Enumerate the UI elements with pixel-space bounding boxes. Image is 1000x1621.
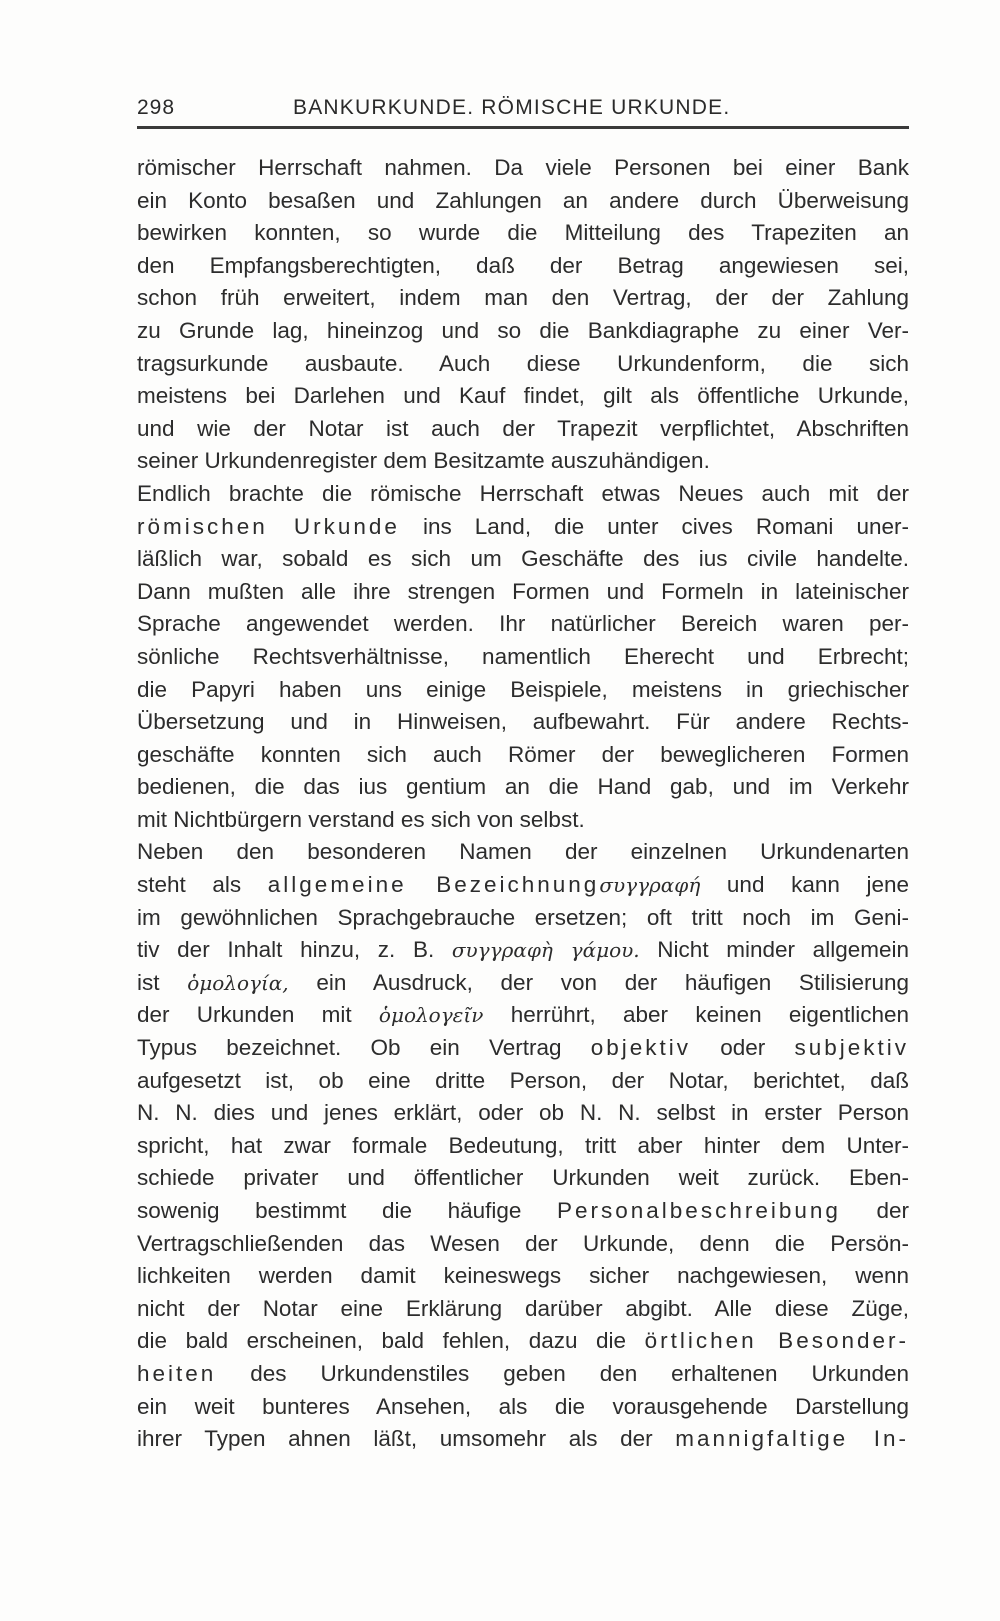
body-text: [137, 152, 909, 1456]
text-line: [137, 445, 909, 478]
text-run: ein Konto besaßen und Zahlungen an andere durch Überweisung: [137, 187, 909, 213]
text-run: der: [840, 1198, 909, 1223]
text-line: [137, 413, 909, 446]
text-line: [137, 217, 909, 250]
text-line: [137, 1130, 909, 1163]
text-line: [137, 771, 909, 804]
text-line: [137, 869, 909, 902]
text-line: [137, 706, 909, 739]
text-line: [137, 641, 909, 674]
text-run: bewirken konnten, so wurde die Mitteilung des Trapeziten an: [137, 220, 909, 246]
text-line: [137, 348, 909, 381]
text-line: [137, 1195, 909, 1228]
greek-term: συγγραφὴ γάμου.: [451, 938, 640, 963]
spaced-emphasis: objektiv: [590, 1035, 692, 1061]
text-line: [137, 804, 909, 837]
text-run: seiner Urkundenregister dem Besitzamte auszuhändigen.: [137, 448, 710, 474]
spaced-emphasis: örtlichen Besonder-: [644, 1328, 909, 1354]
text-line: [137, 543, 909, 576]
text-line: [137, 739, 909, 772]
text-run: oder: [691, 1035, 795, 1061]
text-run: Nicht minder allgemein: [639, 937, 909, 963]
text-line: [137, 934, 909, 967]
text-line: [137, 1032, 909, 1065]
header-rule: [137, 126, 909, 129]
text-run: mit Nichtbürgern verstand es sich von selbst.: [137, 806, 585, 832]
text-run: schon früh erweitert, indem man den Vertrag, der der Zahlung: [137, 285, 909, 311]
text-line: [137, 1260, 909, 1293]
text-run: lichkeiten werden damit keineswegs sicher nachgewiesen, wenn: [137, 1263, 909, 1289]
page-header: [137, 92, 909, 128]
text-run: bedienen, die das ius gentium an die Hand gab, und im Verkehr: [137, 774, 909, 800]
text-run: ist: [137, 969, 188, 995]
text-run: ins Land, die unter cives Romani uner-: [399, 513, 909, 539]
text-line: [137, 836, 909, 869]
text-line: [137, 380, 909, 413]
text-run: steht als: [137, 872, 268, 898]
text-run: der Urkunden mit: [137, 1002, 379, 1028]
text-run: ein Ausdruck, der von der häufigen Stilisierung: [288, 969, 909, 995]
spaced-emphasis: allgemeine Bezeichnung: [267, 872, 600, 898]
text-run: Übersetzung und in Hinweisen, aufbewahrt. Für andere Rechts-: [137, 709, 909, 735]
text-run: im gewöhnlichen Sprachgebrauche ersetzen; oft tritt noch im Geni-: [137, 904, 909, 930]
text-line: [137, 967, 909, 1000]
text-line: [137, 608, 909, 641]
text-run: herrührt, aber keinen eigentlichen: [483, 1002, 909, 1028]
text-run: Neben den besonderen Namen der einzelnen Urkundenarten: [137, 839, 909, 865]
text-run: ihrer Typen ahnen läßt, umsomehr als der: [137, 1426, 676, 1452]
text-run: tiv der Inhalt hinzu, z. B.: [137, 937, 452, 963]
spaced-emphasis: subjektiv: [794, 1035, 909, 1061]
text-run: die bald erscheinen, bald fehlen, dazu die: [137, 1328, 645, 1354]
text-line: [137, 1228, 909, 1261]
text-line: [137, 282, 909, 315]
text-run: geschäfte konnten sich auch Römer der beweglicheren Formen: [137, 741, 909, 767]
text-run: und kann jene: [700, 872, 910, 898]
spaced-emphasis: mannigfaltige In-: [675, 1426, 909, 1452]
text-run: Vertragschließenden das Wesen der Urkunde, denn die Persön-: [137, 1230, 909, 1256]
text-line: [137, 1423, 909, 1456]
spaced-emphasis: Personalbeschreibung: [556, 1198, 841, 1223]
text-line: [137, 315, 909, 348]
text-line: [137, 674, 909, 707]
text-run: aufgesetzt ist, ob eine dritte Person, der Notar, berichtet, daß: [137, 1067, 909, 1093]
text-run: Typus bezeichnet. Ob ein Vertrag: [137, 1035, 591, 1061]
text-line: [137, 478, 909, 511]
greek-term: συγγραφή: [599, 873, 701, 898]
text-line: [137, 1391, 909, 1424]
text-run: N. N. dies und jenes erklärt, oder ob N. N. selbst in erster Person: [137, 1100, 909, 1126]
text-line: [137, 1358, 909, 1391]
text-run: und wie der Notar ist auch der Trapezit verpflichtet, Abschriften: [137, 415, 909, 441]
text-line: [137, 511, 909, 544]
text-run: tragsurkunde ausbaute. Auch diese Urkundenform, die sich: [137, 350, 909, 376]
text-run: ein weit bunteres Ansehen, als die vorausgehende Darstellung: [137, 1393, 909, 1419]
text-line: [137, 999, 909, 1032]
text-run: römischer Herrschaft nahmen. Da viele Personen bei einer Bank: [137, 155, 909, 180]
text-run: den Empfangsberechtigten, daß der Betrag angewiesen sei,: [137, 252, 909, 278]
page-number: 298: [137, 96, 176, 119]
greek-term: ὁμολογία,: [187, 970, 289, 995]
spaced-emphasis: römischen Urkunde: [137, 513, 400, 539]
text-run: zu Grunde lag, hineinzog und so die Bankdiagraphe zu einer Ver-: [137, 317, 909, 343]
text-line: [137, 1097, 909, 1130]
text-run: sowenig bestimmt die häufige: [137, 1198, 557, 1223]
text-line: [137, 250, 909, 283]
text-line: [137, 576, 909, 609]
text-line: [137, 902, 909, 935]
text-run: meistens bei Darlehen und Kauf findet, gilt als öffentliche Urkunde,: [137, 383, 909, 409]
text-line: [137, 185, 909, 218]
text-run: läßlich war, sobald es sich um Geschäfte des ius civile handelte.: [137, 546, 909, 572]
text-run: Dann mußten alle ihre strengen Formen und Formeln in lateinischer: [137, 578, 909, 604]
text-line: [137, 1325, 909, 1358]
greek-term: ὁμολογεῖν: [378, 1003, 484, 1028]
text-run: des Urkundenstiles geben den erhaltenen Urkunden: [216, 1360, 909, 1386]
text-run: schiede privater und öffentlicher Urkunden weit zurück. Eben-: [137, 1165, 909, 1191]
text-run: sönliche Rechtsverhältnisse, namentlich Eherecht und Erbrecht;: [137, 643, 909, 669]
text-line: [137, 1162, 909, 1195]
text-run: Endlich brachte die römische Herrschaft etwas Neues auch mit der: [137, 480, 909, 506]
running-title: BANKURKUNDE. RÖMISCHE URKUNDE.: [293, 96, 731, 119]
text-line: [137, 1065, 909, 1098]
text-run: Sprache angewendet werden. Ihr natürlicher Bereich waren per-: [137, 611, 909, 637]
text-run: nicht der Notar eine Erklärung darüber abgibt. Alle diese Züge,: [137, 1295, 909, 1321]
text-run: spricht, hat zwar formale Bedeutung, tritt aber hinter dem Unter-: [137, 1132, 909, 1158]
text-line: [137, 152, 909, 185]
spaced-emphasis: heiten: [137, 1360, 217, 1386]
text-run: die Papyri haben uns einige Beispiele, meistens in griechischer: [137, 676, 909, 702]
text-line: [137, 1293, 909, 1326]
